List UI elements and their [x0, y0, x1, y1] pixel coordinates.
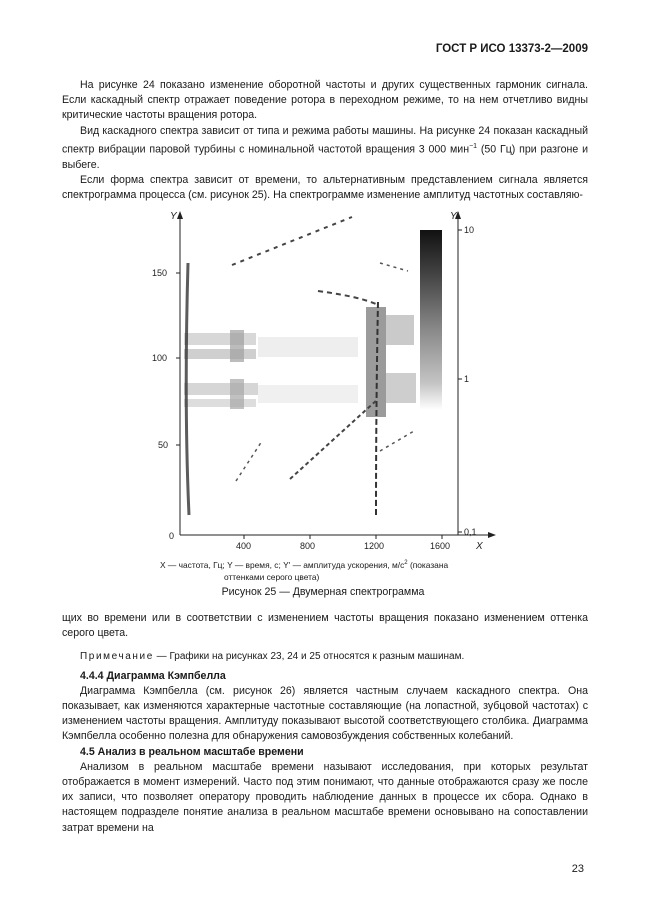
y-tick-label: 150: [152, 268, 168, 278]
section-heading: 4.5 Анализ в реальном масштабе времени: [80, 745, 304, 758]
paragraph: Анализом в реальном масштабе времени называют исследования, при которых результат отображается в момент измерений. Часто под этим понимают, что данные отображаются сразу же после их записи, что позволяет оператору проводить наблюдение данных в процессе их сбора. Однако в настоящем подразделе понятие анализа в реальном масштабе времени основывано на сопоставлении затрат времени на: [62, 760, 588, 834]
paragraph: Диаграмма Кэмпбелла (см. рисунок 26) является частным случаем каскадного спектра. Она показывает, как изменяются характерные частотные составляющие (на лопастной, зубцовой частотах) с изменением частоты вращения. Амплитуду показывают высотой соответствующего столбика. Диаграмма Кэмпбелла особенно полезна для обнаружения самовозбуждения собственных колебаний.: [62, 684, 588, 743]
y2-axis-label: Y′: [450, 211, 459, 222]
paragraph: На рисунке 24 показано изменение оборотной частоты и других существенных гармоник сигнала. Если каскадный спектр отражает поведение ротора в переходном режиме, то на нем отчетливо видны критические частоты вращения ротора.: [62, 79, 588, 122]
paragraph: щих во времени или в соответствии с изменением частоты вращения показано изменением оттенка серого цвета.: [62, 612, 588, 640]
figure-caption: Рисунок 25 — Двумерная спектрограмма: [221, 586, 425, 598]
page-number: 23: [571, 863, 584, 875]
x-tick-label: 1600: [430, 541, 451, 551]
y-tick-label: 100: [152, 353, 168, 363]
bottom-text-block: [62, 611, 588, 836]
standard-number: ГОСТ Р ИСО 13373-2—2009: [435, 43, 588, 55]
y-axis-arrow: [177, 211, 183, 219]
legend-line: оттенками серого цвета): [224, 571, 320, 582]
superscript: 2: [404, 560, 408, 566]
spectrogram-plot: [184, 217, 416, 515]
scale-label-mid: 1: [464, 374, 470, 384]
legend-text: X — частота, Гц; Y — время, с; Y′ — амплитуда ускорения, м/с: [160, 559, 405, 570]
paragraph: Если форма спектра зависит от времени, то альтернативным представлением сигнала является спектрограмма процесса (см. рисунок 25). На спектрограмме изменение амплитуд частотных составляю-: [62, 173, 588, 201]
note: [62, 649, 588, 664]
section-heading: 4.4.4 Диаграмма Кэмпбелла: [80, 669, 226, 682]
legend-line: [160, 557, 500, 571]
figure-legend: [160, 557, 500, 583]
x-tick-label: 800: [300, 541, 316, 551]
origin-label: 0: [169, 531, 175, 541]
y-axis-label: Y: [170, 211, 177, 222]
x-tick-label: 400: [236, 541, 252, 551]
x-tick-label: 1200: [364, 541, 385, 551]
legend-text: (показана: [407, 559, 449, 570]
scale-label-bottom: 0,1: [464, 527, 477, 537]
paragraph: [62, 124, 588, 173]
superscript: −1: [469, 142, 478, 150]
scale-label-top: 10: [464, 225, 475, 235]
paragraph-part: (50 Гц) при разгоне и выбеге.: [62, 143, 588, 171]
x-axis-arrow: [488, 532, 496, 538]
x-axis-label: X: [476, 541, 483, 552]
amplitude-scale-bar: [420, 230, 442, 410]
y-tick-label: 50: [158, 440, 169, 450]
top-text-block: [62, 78, 588, 203]
note-label: Примечание: [80, 651, 154, 663]
paragraph-part: Вид каскадного спектра зависит от типа и режима работы машины. На рисунке 24 показан каскадный спектр вибрации паровой турбины с номинальной частотой вращения 3 000 мин: [62, 124, 588, 156]
spectrogram-figure: [140, 205, 500, 560]
note-text: — Графики на рисунках 23, 24 и 25 относятся к разным машинам.: [153, 651, 465, 663]
